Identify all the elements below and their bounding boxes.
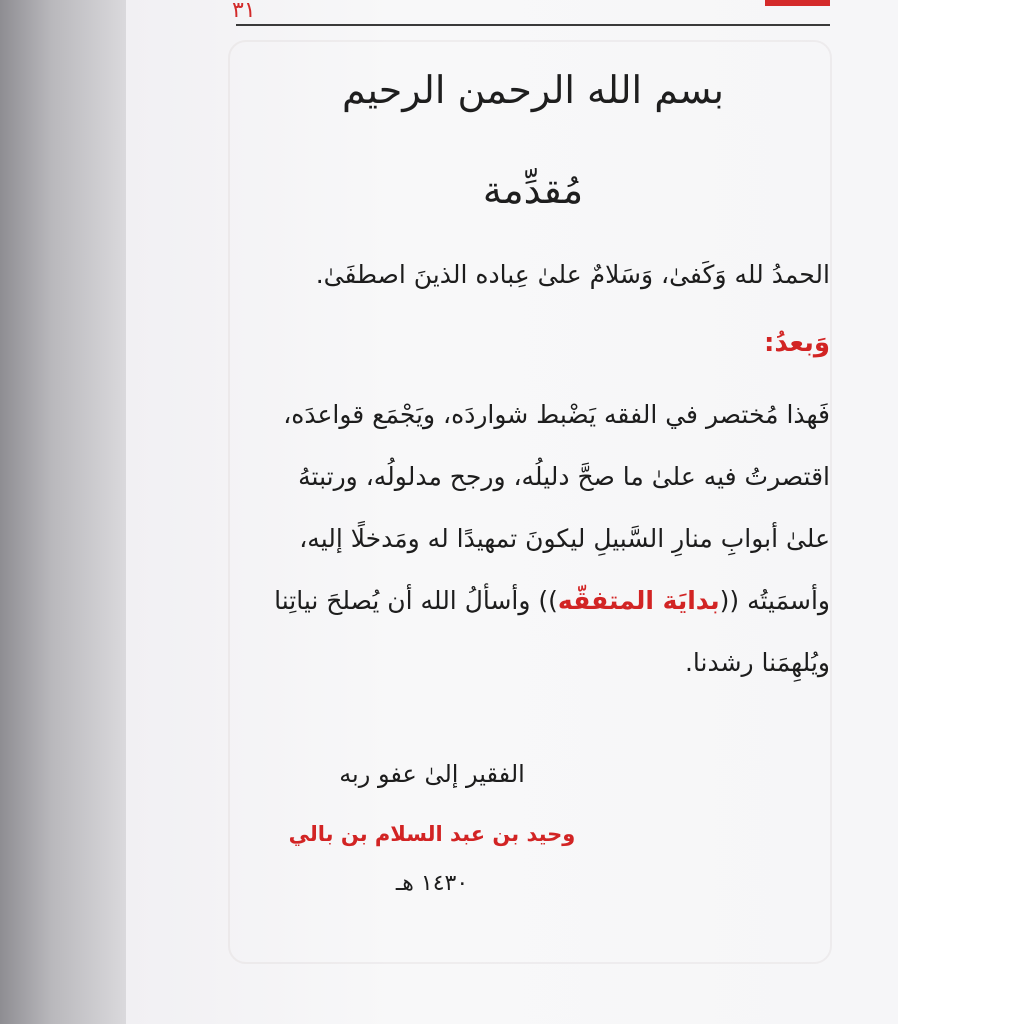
page-title: مُقدِّمة (482, 168, 584, 212)
header-rule (236, 24, 830, 26)
closing-line: ويُلهِمَنا رشدنا. (684, 648, 830, 677)
signature-date: ١٤٣٠ هـ (395, 871, 469, 896)
opening-line: الحمدُ لله وَكَفىٰ، وَسَلامٌ علىٰ عِباده الذينَ اصطفَىٰ. (315, 260, 830, 289)
signature-block (236, 756, 628, 900)
background-strip (898, 0, 1024, 1024)
main-paragraph (238, 384, 830, 694)
signature-humble-line: الفقير إلىٰ عفو ربه (339, 760, 525, 788)
book-gutter-shadow (0, 0, 130, 1024)
paragraph-line: علىٰ أبوابِ منارِ السَّبيلِ ليكونَ تمهيدًا له ومَدخلًا إليه، (299, 524, 830, 553)
page-number: ٣١ (232, 0, 256, 23)
opening-paragraph (238, 255, 830, 295)
naming-line (238, 570, 830, 632)
paragraph-line: اقتصرتُ فيه علىٰ ما صحَّ دليلُه، ورجح مدلولُه، ورتبتهُ (298, 462, 830, 491)
header-red-mark (765, 0, 830, 6)
book-title: بدايَة المتفقّه (557, 586, 720, 615)
wa-baad-heading: وَبعدُ: (763, 328, 830, 358)
naming-suffix: )) وأسألُ الله أن يُصلحَ نياتِنا (274, 586, 558, 615)
naming-prefix: وأسمَيتُه (( (719, 586, 830, 615)
author-name: وحيد بن عبد السلام بن بالي (288, 822, 576, 846)
paragraph-line: فَهذا مُختصر في الفقه يَضْبط شواردَه، ويَجْمَع قواعدَه، (283, 400, 830, 429)
basmala: بسم الله الرحمن الرحيم (342, 68, 724, 112)
